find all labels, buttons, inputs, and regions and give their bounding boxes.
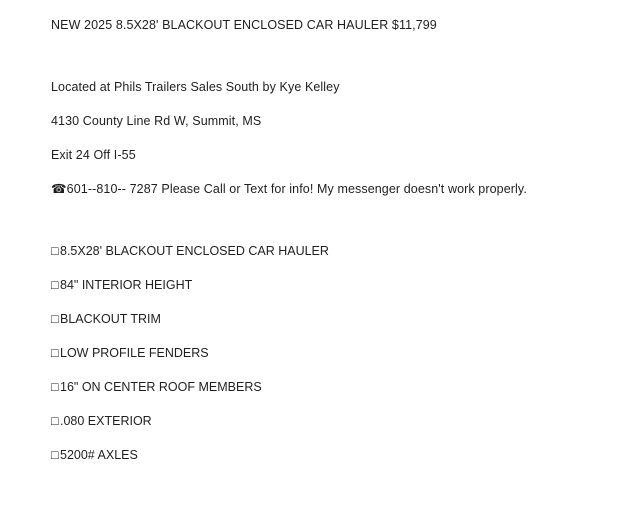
spacer xyxy=(51,258,602,278)
list-item xyxy=(51,278,602,292)
contact-line xyxy=(51,182,602,196)
list-item xyxy=(51,448,602,462)
list-item-label: .080 EXTERIOR xyxy=(60,414,152,428)
list-item xyxy=(51,414,602,428)
spacer xyxy=(51,128,602,148)
bullet-icon: □ xyxy=(51,414,59,428)
list-item-label: BLACKOUT TRIM xyxy=(60,312,161,326)
list-item xyxy=(51,244,602,258)
bullet-icon: □ xyxy=(51,346,59,360)
list-item-label: 84" INTERIOR HEIGHT xyxy=(60,278,193,292)
spacer xyxy=(51,32,602,80)
bullet-icon: □ xyxy=(51,448,59,462)
spacer xyxy=(51,196,602,230)
bullet-icon: □ xyxy=(51,380,59,394)
list-item-label: 5200# AXLES xyxy=(60,448,138,462)
telephone-icon: ☎ xyxy=(51,182,67,196)
list-item-label: 8.5X28' BLACKOUT ENCLOSED CAR HAULER xyxy=(60,244,329,258)
list-item xyxy=(51,380,602,394)
list-item-label: LOW PROFILE FENDERS xyxy=(60,346,209,360)
list-item xyxy=(51,312,602,326)
bullet-icon: □ xyxy=(51,278,59,292)
spacer xyxy=(51,230,602,244)
spacer xyxy=(51,292,602,312)
dealer-exit-line: Exit 24 Off I-55 xyxy=(51,148,136,162)
spacer xyxy=(51,94,602,114)
contact-text: 601--810-- 7287 Please Call or Text for info! My messenger doesn't work properly. xyxy=(66,182,527,196)
spacer xyxy=(51,428,602,448)
list-item xyxy=(51,346,602,360)
spacer xyxy=(51,162,602,182)
spacer xyxy=(51,394,602,414)
page-title: NEW 2025 8.5X28' BLACKOUT ENCLOSED CAR HAULER $11,799 xyxy=(51,18,437,32)
dealer-location-line: Located at Phils Trailers Sales South by Kye Kelley xyxy=(51,80,340,94)
spacer xyxy=(51,326,602,346)
list-item-label: 16" ON CENTER ROOF MEMBERS xyxy=(60,380,262,394)
spacer xyxy=(51,360,602,380)
bullet-icon: □ xyxy=(51,312,59,326)
dealer-address-line: 4130 County Line Rd W, Summit, MS xyxy=(51,114,262,128)
bullet-icon: □ xyxy=(51,244,59,258)
